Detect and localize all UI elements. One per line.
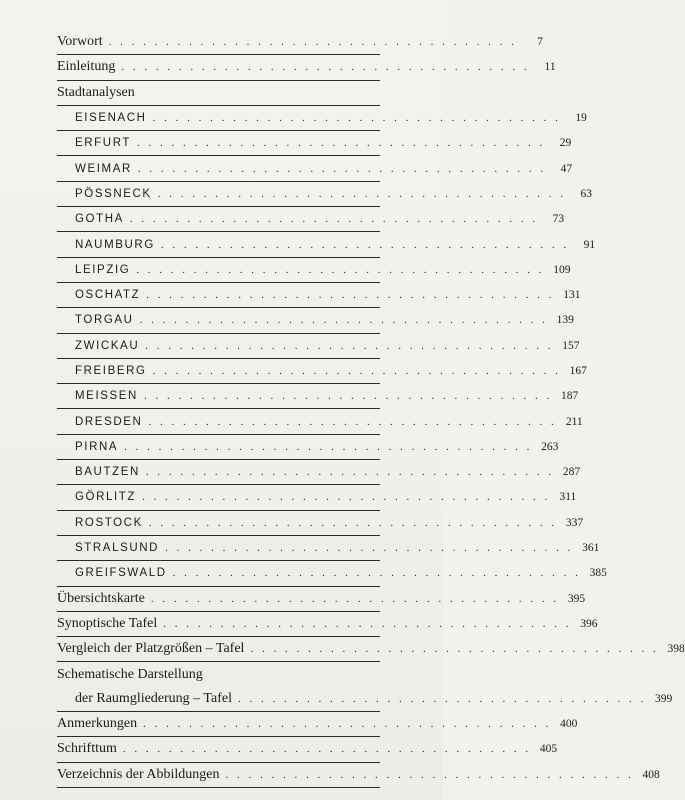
toc-entry-page-number: 11 [544,61,556,74]
toc-entry-title: der Raumgliederung – Tafel [75,690,232,706]
toc-entry-page-number: 157 [562,339,580,352]
dot-leader: . . . . . . . . . . . . . . . . . . . . . . . . . . . . . . . . . . . . [122,743,532,756]
toc-entry-page-number: 408 [642,768,660,781]
toc-entry-title: Verzeichnis der Abbildungen [57,766,220,782]
toc-entry-page-number: 91 [583,238,596,251]
toc-entry [57,182,592,207]
toc-entry [57,587,586,612]
toc-entry-title: Stadtanalysen [57,84,135,100]
toc-entry-title: MEISSEN [75,390,138,403]
toc-entry-title: Übersichtskarte [57,590,145,606]
dot-leader: . . . . . . . . . . . . . . . . . . . . . . . . . . . . . . . . . . . . [108,36,517,49]
dot-leader: . . . . . . . . . . . . . . . . . . . . . . . . . . . . . . . . . . . . [146,289,555,302]
toc-entry-page-number: 211 [565,415,583,428]
toc-entry [57,561,607,586]
toc-entry-title: Einleitung [57,59,116,75]
toc-entry-title: EISENACH [75,112,147,125]
toc-entry-page-number: 187 [560,390,579,403]
toc-entry-title: ERFURT [75,137,132,150]
toc-entry [57,612,598,637]
toc-entry-page-number: 385 [589,567,607,580]
toc-entry-page-number: 337 [565,516,584,529]
toc-entry-page-number: 263 [541,440,559,453]
dot-leader: . . . . . . . . . . . . . . . . . . . . . . . . . . . . . . . . . . . . [160,238,570,251]
dot-leader: . . . . . . . . . . . . . . . . . . . . . . . . . . . . . . . . . . . . [163,617,572,630]
toc-entry-page-number: 19 [575,112,587,125]
dot-leader: . . . . . . . . . . . . . . . . . . . . . . . . . . . . . . . . . . . . [150,592,560,605]
toc-entry [57,409,583,434]
dot-leader: . . . . . . . . . . . . . . . . . . . . . . . . . . . . . . . . . . . . [143,718,552,731]
toc-entry-title: BAUTZEN [75,466,140,479]
toc-entry [57,131,572,156]
toc-entry-title: PIRNA [75,440,119,453]
toc-entry-title: LEIPZIG [75,263,131,276]
dot-leader: . . . . . . . . . . . . . . . . . . . . . . . . . . . . . . . . . . . . [143,390,553,403]
dot-leader: . . . . . . . . . . . . . . . . . . . . . . . . . . . . . . . . . . . . [152,112,561,125]
toc-entry-title: OSCHATZ [75,289,141,302]
toc-entry-title: PÖSSNECK [75,187,152,200]
toc-entry-page-number: 109 [553,263,571,276]
toc-entry-page-number: 396 [580,617,598,630]
toc-entry [57,712,578,737]
toc-entry [57,283,581,308]
toc-entry-page-number: 361 [582,542,600,555]
dot-leader: . . . . . . . . . . . . . . . . . . . . . . . . . . . . . . . . . . . . [152,365,561,377]
dot-leader: . . . . . . . . . . . . . . . . . . . . . . . . . . . . . . . . . . . . [165,542,574,555]
toc-entry-page-number: 405 [539,743,558,756]
toc-entry [57,737,558,762]
toc-entry-title: FREIBERG [75,365,147,377]
toc-entry-title: GOTHA [75,213,124,226]
toc-entry [57,334,580,359]
toc-entry [57,435,559,460]
toc-entry [57,258,571,283]
dot-leader: . . . . . . . . . . . . . . . . . . . . . . . . . . . . . . . . . . . . [139,314,548,327]
toc-entry-page-number: 287 [562,466,581,479]
toc-entry-title: GÖRLITZ [75,491,137,504]
toc-entry-page-number: 47 [560,162,573,175]
toc-entry-title: Schrifttum [57,741,117,757]
dot-leader: . . . . . . . . . . . . . . . . . . . . . . . . . . . . . . . . . . . . [238,692,647,705]
toc-entry [57,485,577,510]
toc-entry-title: STRALSUND [75,542,160,555]
toc-entry-title: TORGAU [75,314,134,327]
toc-entry-title: Schematische Darstellung [57,666,203,682]
toc-entry-title: WEIMAR [75,162,132,175]
dot-leader: . . . . . . . . . . . . . . . . . . . . . . . . . . . . . . . . . . . . [136,263,545,276]
toc-entry [57,81,380,106]
dot-leader: . . . . . . . . . . . . . . . . . . . . . . . . . . . . . . . . . . . . [137,137,546,150]
dot-leader: . . . . . . . . . . . . . . . . . . . . . . . . . . . . . . . . . . . . [157,187,566,200]
toc-entry-title: DRESDEN [75,415,143,428]
toc-entry-page-number: 7 [537,36,543,49]
toc-entry-title: Synoptische Tafel [57,615,158,631]
toc-entry-title: Vergleich der Platzgrößen – Tafel [57,641,245,657]
table-of-contents [57,30,685,788]
toc-entry-page-number: 400 [560,718,578,731]
toc-entry [57,207,565,232]
dot-leader: . . . . . . . . . . . . . . . . . . . . . . . . . . . . . . . . . . . . [145,339,554,352]
toc-entry-page-number: 139 [556,314,574,327]
toc-entry [57,308,574,333]
dot-leader: . . . . . . . . . . . . . . . . . . . . . . . . . . . . . . . . . . . . [124,440,533,453]
toc-entry-page-number: 395 [567,592,586,605]
toc-entry [57,511,584,536]
toc-entry [57,156,573,181]
toc-entry [57,763,660,788]
dot-leader: . . . . . . . . . . . . . . . . . . . . . . . . . . . . . . . . . . . . [145,466,555,479]
toc-entry-title: ROSTOCK [75,516,143,529]
toc-entry-page-number: 29 [559,137,572,150]
toc-entry [57,359,587,384]
toc-entry-title: ZWICKAU [75,339,140,352]
toc-entry-page-number: 398 [667,643,685,656]
dot-leader: . . . . . . . . . . . . . . . . . . . . . . . . . . . . . . . . . . . . [172,567,581,580]
toc-entry-title: Anmerkungen [57,716,138,732]
toc-entry [57,687,673,712]
dot-leader: . . . . . . . . . . . . . . . . . . . . . . . . . . . . . . . . . . . . [142,491,551,504]
toc-entry [57,662,380,686]
toc-entry [57,232,596,257]
toc-entry [57,384,579,409]
dot-leader: . . . . . . . . . . . . . . . . . . . . . . . . . . . . . . . . . . . . [137,162,547,175]
toc-entry [57,637,685,662]
toc-entry-page-number: 73 [552,213,565,226]
toc-entry [57,536,600,561]
toc-entry [57,106,587,131]
toc-entry [57,55,556,80]
toc-entry-page-number: 311 [559,491,577,504]
dot-leader: . . . . . . . . . . . . . . . . . . . . . . . . . . . . . . . . . . . . [225,768,634,781]
dot-leader: . . . . . . . . . . . . . . . . . . . . . . . . . . . . . . . . . . . . [148,516,558,529]
dot-leader: . . . . . . . . . . . . . . . . . . . . . . . . . . . . . . . . . . . . [129,213,539,226]
dot-leader: . . . . . . . . . . . . . . . . . . . . . . . . . . . . . . . . . . . . [250,643,659,656]
toc-entry-title: NAUMBURG [75,238,155,251]
toc-entry [57,30,543,55]
toc-entry-page-number: 63 [580,187,592,200]
toc-entry-title: GREIFSWALD [75,567,167,580]
dot-leader: . . . . . . . . . . . . . . . . . . . . . . . . . . . . . . . . . . . . [121,61,530,74]
toc-entry-page-number: 399 [655,692,673,705]
toc-entry-title: Vorwort [57,34,103,50]
toc-entry [57,460,581,485]
dot-leader: . . . . . . . . . . . . . . . . . . . . . . . . . . . . . . . . . . . . [148,415,557,428]
toc-entry-page-number: 131 [563,289,581,302]
toc-entry-page-number: 167 [569,365,587,377]
